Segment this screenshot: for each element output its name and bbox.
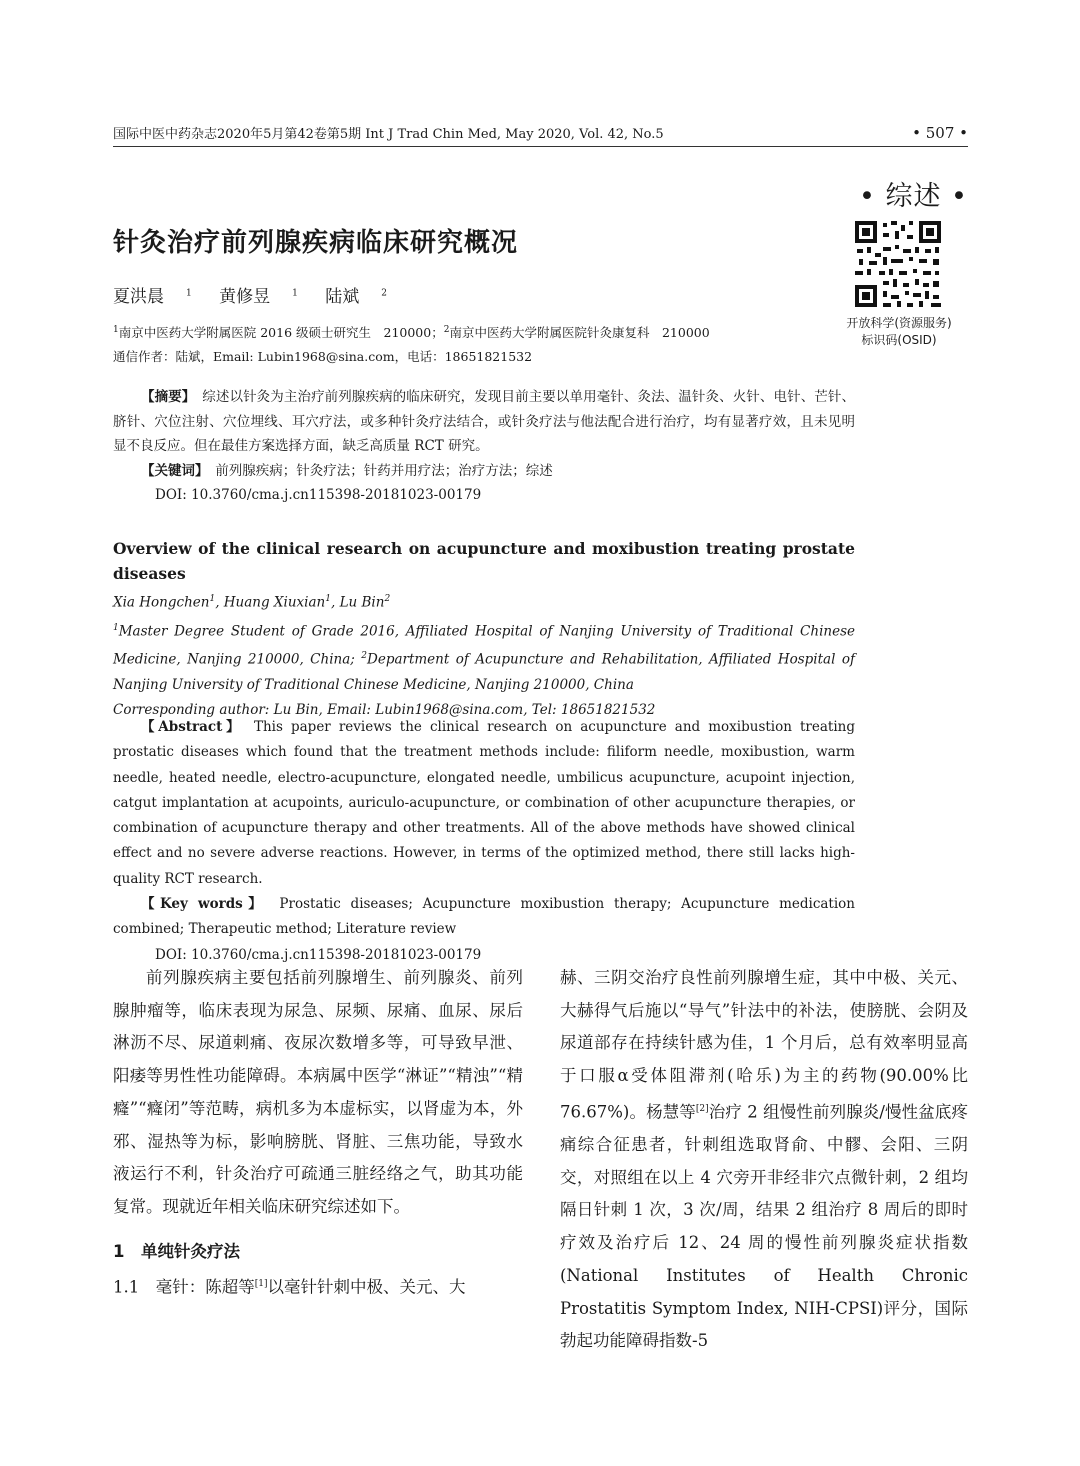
author-3: 陆斌 $^2$ [325, 287, 388, 307]
doi-en: DOI: 10.3760/cma.j.cn115398-20181023-00179 [155, 946, 482, 963]
abstract-en [113, 715, 855, 968]
author-list-cn [113, 282, 409, 307]
body-column-left [113, 962, 523, 1305]
affiliation-line: $^1$南京中医药大学附属医院 2016 级硕士研究生 210000；$^2$南京中医药大学附属医院针灸康复科 210000 [113, 325, 710, 341]
keywords-cn: 【关键词】 前列腺疾病；针灸疗法；针药并用疗法；治疗方法；综述 [141, 462, 553, 479]
qr-label [830, 315, 968, 349]
qr-code [853, 219, 943, 309]
abstract-en-body: 【Abstract】 This paper reviews the clinical research on acupuncture and moxibustion treating prostatic diseases which found that the treatment methods include: filiform needle, moxibustion, warm needle, heated needle, electro-acupuncture, elongated needle, umbilicus acupuncture, acupoint injection, catgut implantation at acupoints, auriculo-acupuncture, or combination of other acupuncture therapies, or combination of acupuncture therapy and other treatments. All of the above methods have showed clinical effect and no severe adverse reactions. However, in terms of the optimized method, there still lacks high-quality RCT research. [113, 719, 856, 887]
doi-cn: DOI: 10.3760/cma.j.cn115398-20181023-00179 [155, 487, 482, 503]
journal-citation: 国际中医中药杂志2020年5月第42卷第5期 Int J Trad Chin Med, May 2020, Vol. 42, No.5 [113, 127, 664, 142]
author-1: 夏洪晨 $^1$ [113, 287, 192, 307]
corresponding-line-en: Corresponding author: Lu Bin, Email: Lubin1968@sina.com, Tel: 18651821532 [113, 701, 656, 718]
author-list-en: Xia Hongchen$^1$, Huang Xiuxian$^1$, Lu Bin$^2$ [113, 594, 391, 611]
intro-paragraph: 前列腺疾病主要包括前列腺增生、前列腺炎、前列腺肿瘤等，临床表现为尿急、尿频、尿痛、血尿、尿后淋沥不尽、尿道刺痛、夜尿次数增多等，可导致早泄、阳痿等男性性功能障碍。本病属中医学“淋证”“精浊”“精癃”“癃闭”等范畴，病机多为本虚标实，以肾虚为本，外邪、湿热等为标，影响膀胱、肾脏、三焦功能，导致水液运行不利，针灸治疗可疏通三脏经络之气，助其功能复常。现就近年相关临床研究综述如下。 [113, 968, 523, 1216]
affiliation-cn [113, 318, 813, 369]
keywords-en: 【Key words】 Prostatic diseases; Acupuncture moxibustion therapy; Acupuncture medication combined; Therapeutic method; Literature review [113, 896, 855, 938]
abstract-cn [113, 385, 855, 508]
body-column-right [560, 962, 968, 1358]
qr-label-line2: 标识码(OSID) [861, 333, 937, 347]
subsection-1-1: 1.1 毫针：陈超等[1]以毫针针刺中极、关元、大 [113, 1277, 466, 1297]
article-title-cn: 针灸治疗前列腺疾病临床研究概况 [113, 228, 519, 258]
section-heading-1: 1 单纯针灸疗法 [113, 1241, 240, 1261]
author-2: 黄修昱 $^1$ [219, 287, 298, 307]
corresponding-line-cn: 通信作者：陆斌，Email: Lubin1968@sina.com，电话：18651821532 [113, 349, 533, 365]
abstract-cn-body: 【摘要】 综述以针灸为主治疗前列腺疾病的临床研究，发现目前主要以单用毫针、灸法、温针灸、火针、电针、芒针、脐针、穴位注射、穴位埋线、耳穴疗法，或多种针灸疗法结合，或针灸疗法与他法配合进行治疗，均有显著疗效，且未见明显不良反应。但在最佳方案选择方面，缺乏高质量 RCT 研究。 [113, 389, 856, 454]
affiliation-en: $^1$Master Degree Student of Grade 2016, Affiliated Hospital of Nanjing University of Traditional Chinese Medicine, Nanjing 210000, China; $^2$Department of Acupuncture and Rehabilitation, Affiliated Hospital of Nanjing University of Traditional Chinese Medicine, Nanjing 210000, China [113, 622, 855, 693]
running-header [113, 126, 968, 147]
section-tag: • 综述 • [858, 181, 968, 212]
page-number: • 507 • [912, 124, 968, 142]
right-paragraph: 赫、三阴交治疗良性前列腺增生症，其中中极、关元、大赫得气后施以“导气”针法中的补法，使膀胱、会阴及尿道部存在持续针感为佳，1 个月后，总有效率明显高于口服α受体阻滞剂(哈乐)为主的药物(90.00%比 76.67%)。杨慧等[2]治疗 2 组慢性前列腺炎/慢性盆底疼痛综合征患者，针刺组选取肾俞、中髎、会阳、三阴交，对照组在以上 4 穴旁开非经非穴点微针刺，2 组均隔日针刺 1 次，3 次/周，结果 2 组治疗 8 周后的即时疗效及治疗后 12、24 周的慢性前列腺炎症状指数(National Institutes of Health Chronic Prostatitis Symptom Index, NIH-CPSI)评分，国际勃起功能障碍指数-5 [560, 968, 968, 1351]
article-title-en: Overview of the clinical research on acupuncture and moxibustion treating prostate diseases [113, 539, 855, 583]
author-meta-en [113, 587, 855, 723]
qr-label-line1: 开放科学(资源服务) [846, 316, 952, 330]
